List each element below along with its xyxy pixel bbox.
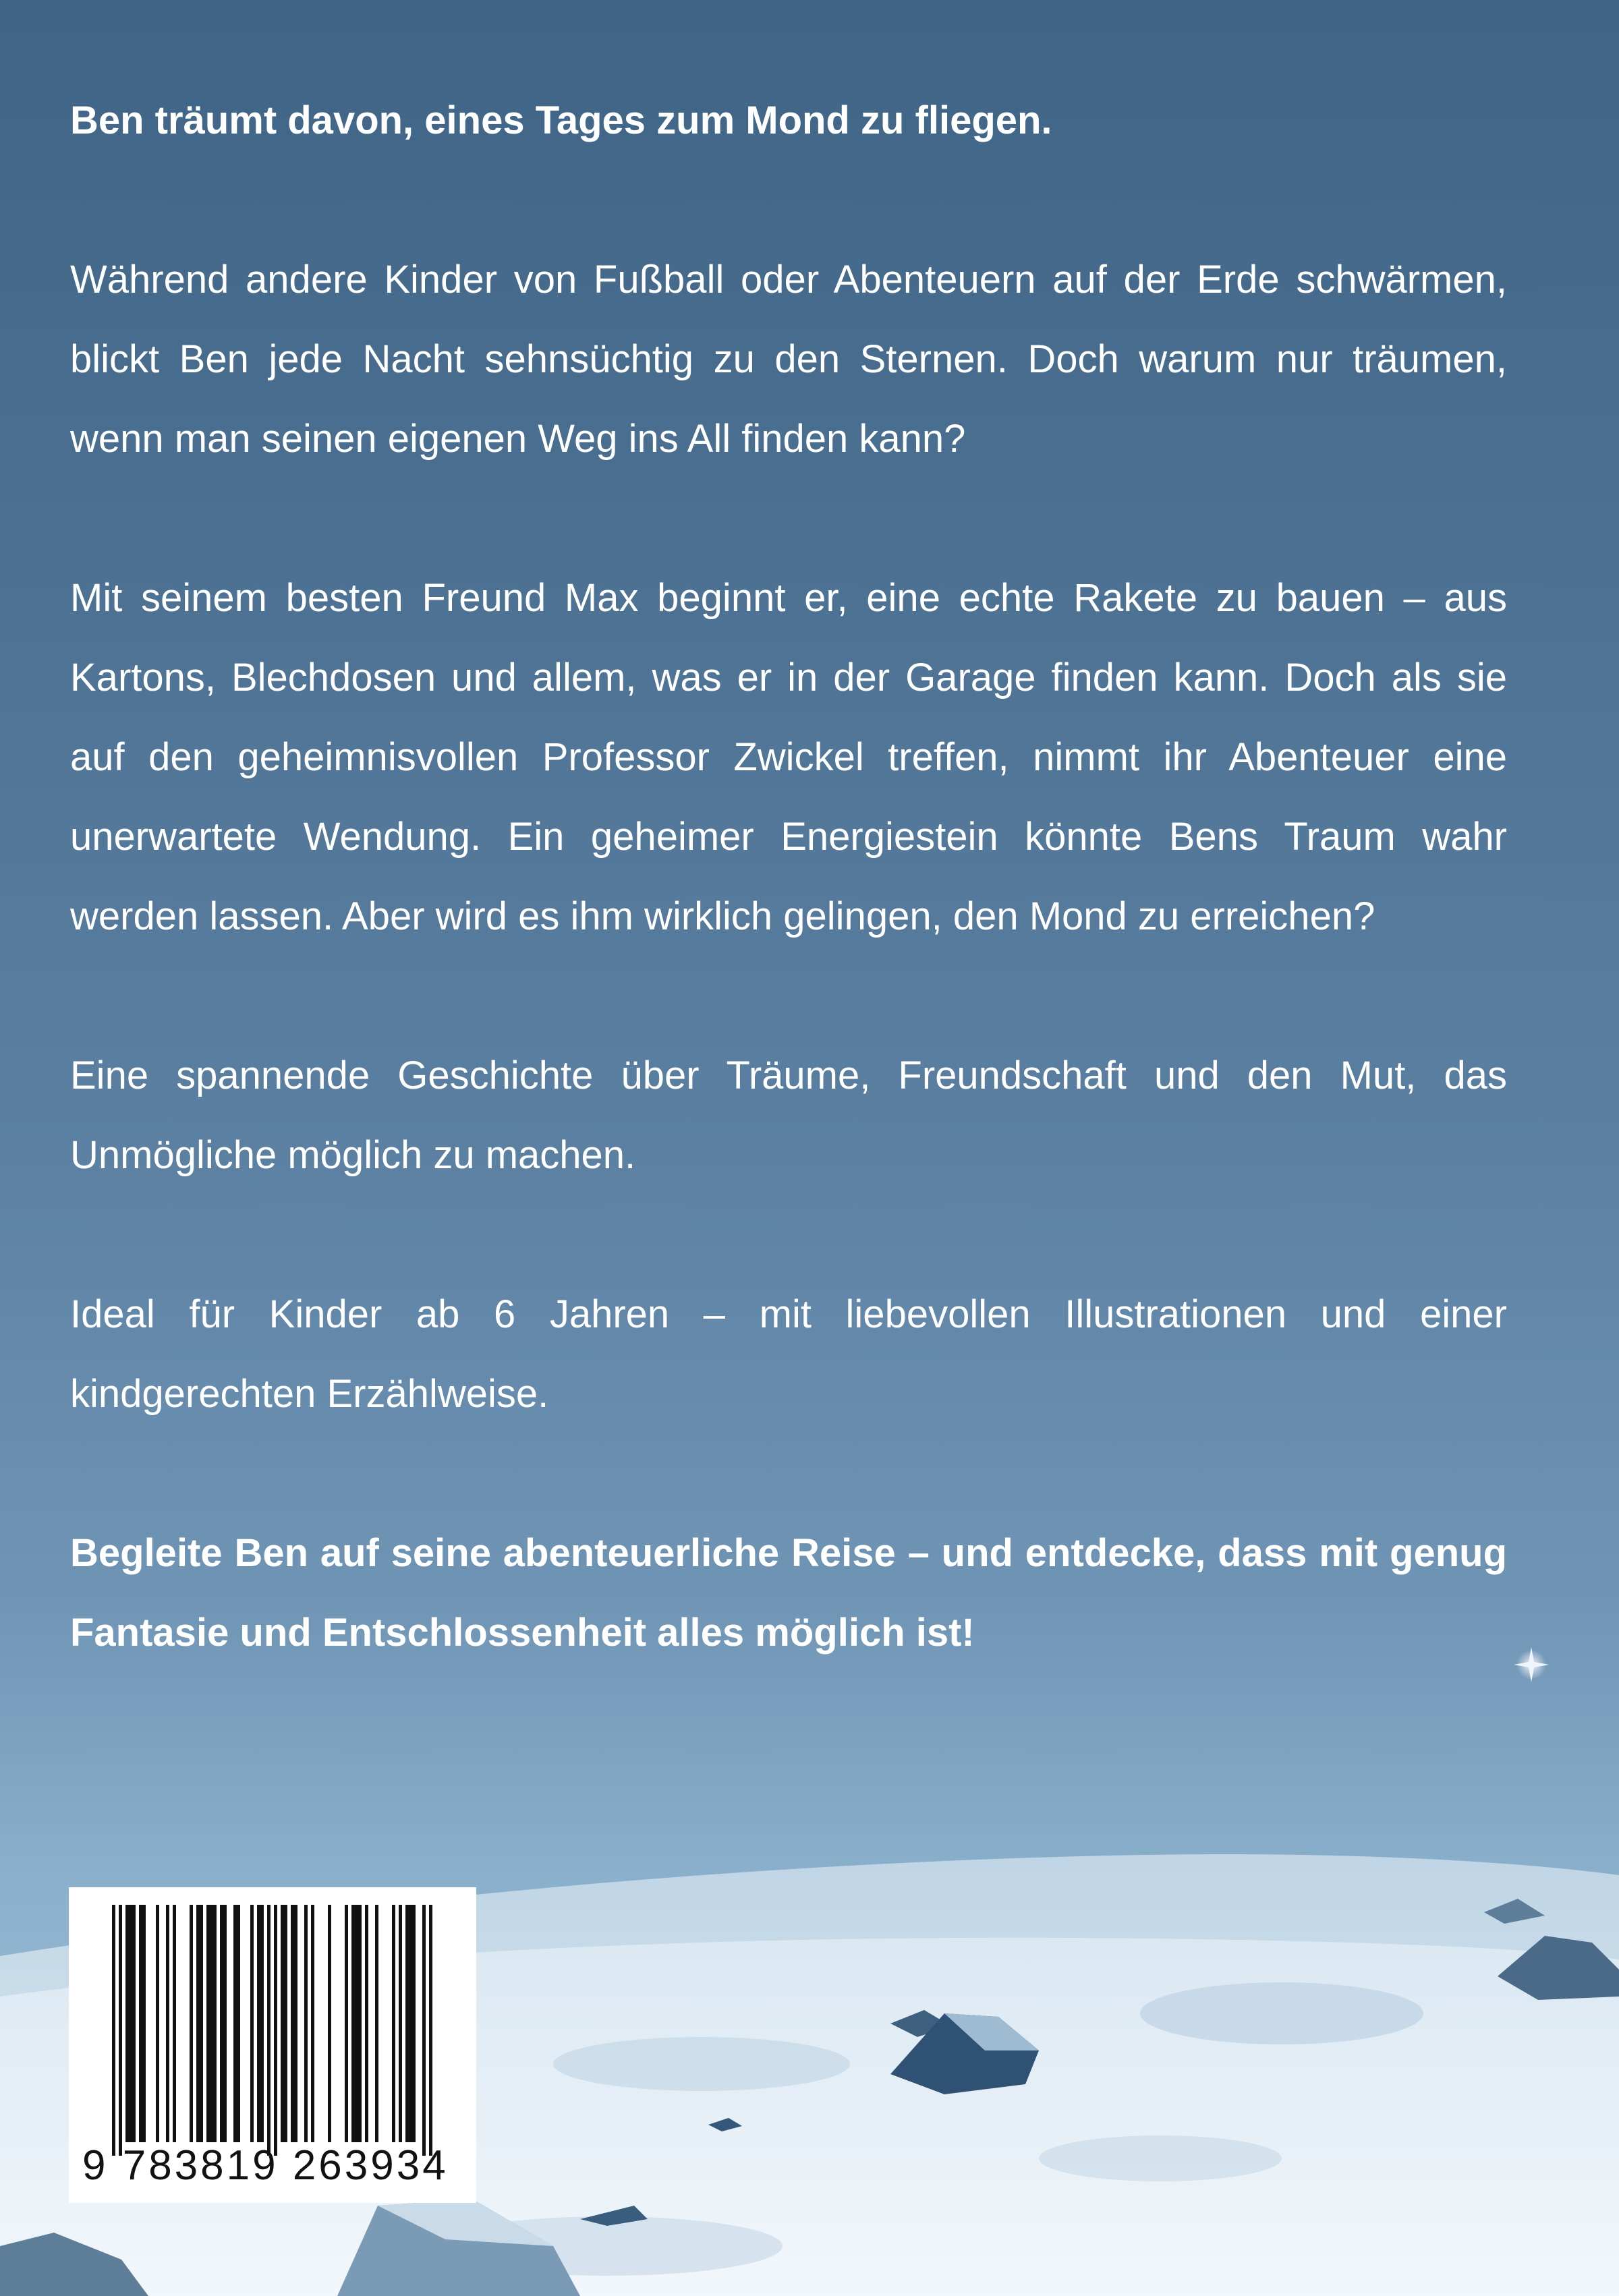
barcode-bar — [392, 1905, 395, 2142]
barcode-bar — [233, 1905, 237, 2142]
blurb-paragraph: Ideal für Kinder ab 6 Jahren – mit liebevollen Illustrationen und einer kindgerechten Erzählweise. — [70, 1292, 1507, 1416]
barcode-bar — [399, 1905, 402, 2142]
barcode-bar — [409, 1905, 412, 2142]
barcode-bar — [196, 1905, 200, 2142]
barcode-bar — [119, 1905, 122, 2156]
isbn-barcode — [69, 1887, 476, 2203]
barcode-bar — [129, 1905, 132, 2142]
barcode-bar — [345, 1905, 348, 2142]
barcode-bar — [294, 1905, 297, 2142]
sparkle-star-icon — [1514, 1647, 1549, 1682]
barcode-bar — [422, 1905, 426, 2156]
barcode-bar — [291, 1905, 294, 2142]
barcode-bar — [139, 1905, 142, 2142]
barcode-bar — [412, 1905, 416, 2142]
barcode-bar — [304, 1905, 308, 2142]
barcode-bar — [375, 1905, 378, 2142]
barcode-bar — [166, 1905, 169, 2142]
barcode-bar — [112, 1905, 115, 2156]
barcode-bar — [210, 1905, 213, 2142]
barcode-bar — [206, 1905, 210, 2142]
barcode-bar — [311, 1905, 314, 2142]
barcode-bar — [190, 1905, 193, 2142]
barcode-bar — [365, 1905, 368, 2142]
barcode-bar — [156, 1905, 159, 2142]
blurb-paragraph: Während andere Kinder von Fußball oder Abenteuern auf der Erde schwärmen, blickt Ben jede Nacht sehnsüchtig zu den Sternen. Doch warum nur träumen, wenn man seinen eigenen Weg ins All finden kann? — [70, 258, 1507, 461]
barcode-bar — [328, 1905, 331, 2142]
barcode-bar — [223, 1905, 227, 2142]
barcode-bar — [260, 1905, 264, 2142]
barcode-bar — [200, 1905, 203, 2142]
barcode-bar — [220, 1905, 223, 2142]
barcode-bar — [351, 1905, 355, 2142]
barcode-bar — [281, 1905, 284, 2142]
crater — [1039, 2135, 1282, 2181]
barcode-bar — [355, 1905, 358, 2142]
barcode-bar — [213, 1905, 217, 2142]
crater — [553, 2037, 850, 2091]
barcode-bar — [267, 1905, 271, 2156]
blurb-closing: Begleite Ben auf seine abenteuerliche Reise – und entdecke, dass mit genug Fantasie und Entschlossenheit alles möglich ist! — [70, 1531, 1507, 1655]
barcode-bar — [237, 1905, 240, 2142]
blurb-paragraph: Mit seinem besten Freund Max beginnt er, eine echte Rakete zu bauen – aus Kartons, Blechdosen und allem, was er in der Garage finden kann. Doch als sie auf den geheimnisvollen Professor Zwickel treffen, nimmt ihr Abenteuer eine unerwartete Wendung. Ein geheimer Energiestein könnte Bens Traum wahr werden lassen. Aber wird es ihm wirklich gelingen, den Mond zu erreichen? — [70, 576, 1507, 938]
barcode-bar — [173, 1905, 176, 2142]
isbn-number: 9 783819 263934 — [82, 2142, 449, 2189]
barcode-bar — [132, 1905, 136, 2142]
crater — [1140, 1982, 1423, 2044]
blurb-paragraph: Eine spannende Geschichte über Träume, Freundschaft und den Mut, das Unmögliche möglich zu machen. — [70, 1054, 1507, 1177]
barcode-bar — [284, 1905, 287, 2142]
blurb-text — [70, 81, 1507, 1673]
barcode-bar — [358, 1905, 362, 2142]
barcode-bar — [250, 1905, 254, 2142]
barcode-bar — [257, 1905, 260, 2142]
blurb-headline: Ben träumt davon, eines Tages zum Mond zu fliegen. — [70, 98, 1052, 142]
barcode-bar — [142, 1905, 146, 2142]
barcode-bar — [429, 1905, 432, 2156]
barcode-bar — [405, 1905, 409, 2142]
barcode-bar — [125, 1905, 129, 2142]
barcode-bar — [274, 1905, 277, 2156]
